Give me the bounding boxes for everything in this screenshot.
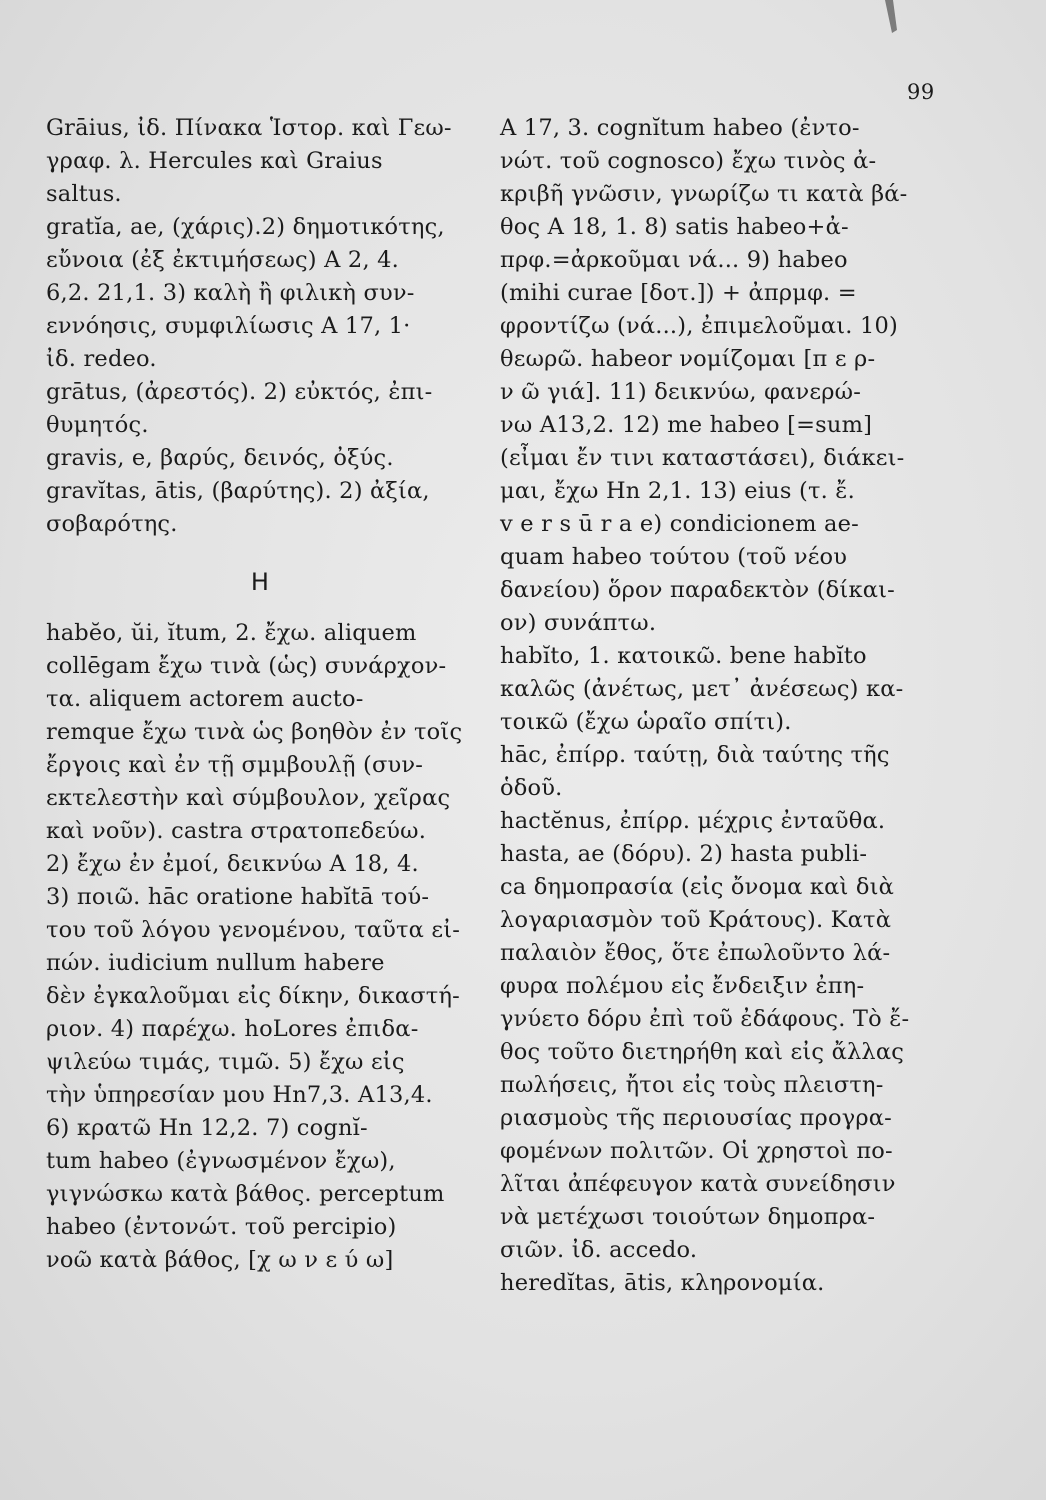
text-line: πωλήσεις, ἤτοι εἰς τοὺς πλειστη- [500, 1072, 884, 1098]
text-line: γιγνώσκω κατὰ βάθος. perceptum [46, 1181, 445, 1207]
text-line: (mihi curae [δοτ.]) + ἀπρμφ. = [500, 280, 857, 306]
text-line: ον) συνάπτω. [500, 610, 657, 636]
text-line: ὁδοῦ. [500, 775, 563, 801]
text-line: εκτελεστὴν καὶ σύμβουλον, χεῖρας [46, 785, 451, 811]
text-line: ἔργοις καὶ ἐν τῇ σμμβουλῇ (συν- [46, 752, 424, 778]
text-line: φροντίζω (νά...), ἐπιμελοῦμαι. 10) [500, 313, 898, 339]
text-line: παλαιὸν ἔθος, ὅτε ἐπωλοῦντο λά- [500, 940, 891, 966]
text-line: Grāius, ἰδ. Πίνακα Ἱστορ. καὶ Γεω- [46, 115, 452, 141]
section-letter: H [250, 568, 270, 596]
text-line: μαι, ἔχω Hn 2,1. 13) eius (τ. ἔ. [500, 478, 855, 504]
right-column [500, 112, 932, 1300]
text-line: θος τοῦτο διετηρήθη καὶ εἰς ἄλλας [500, 1039, 905, 1065]
text-line: φομένων πολιτῶν. Οἱ χρηστοὶ πο- [500, 1138, 893, 1164]
text-line: 6,2. 21,1. 3) καλὴ ἢ φιλικὴ συν- [46, 280, 415, 306]
text-line: tum habeo (ἐγνωσμένον ἔχω), [46, 1148, 396, 1174]
text-line: δὲν ἐγκαλοῦμαι εἰς δίκην, δικαστή- [46, 983, 460, 1009]
text-line: φυρα πολέμου εἰς ἔνδειξιν ἐπη- [500, 973, 865, 999]
text-line: πών. iudicium nullum habere [46, 950, 385, 976]
text-line: heredĭtas, ātis, κληρονομία. [500, 1270, 825, 1296]
text-line: γνύετο δόρυ ἐπὶ τοῦ ἐδάφους. Τὸ ἔ- [500, 1006, 910, 1032]
text-line: grātus, (ἀρεστός). 2) εὐκτός, ἐπι- [46, 379, 433, 405]
text-line: ριον. 4) παρέχω. hoLores ἐπιδα- [46, 1016, 419, 1042]
text-line: habĭto, 1. κατοικῶ. bene habĭto [500, 643, 867, 669]
text-line: καὶ νοῦν). castra στρατοπεδεύω. [46, 818, 427, 844]
text-line: hasta, ae (δόρυ). 2) hasta publi- [500, 841, 868, 867]
text-line: collēgam ἔχω τινὰ (ὡς) συνάρχον- [46, 653, 447, 679]
left-column [46, 112, 464, 1277]
text-line: τοικῶ (ἔχω ὡραῖο σπίτι). [500, 709, 792, 735]
text-line: 3) ποιῶ. hāc oratione habĭtā τού- [46, 884, 430, 910]
text-line: habĕo, ŭi, ĭtum, 2. ἔχω. aliquem [46, 620, 417, 646]
scan-mark [883, 0, 899, 34]
text-line: (εἶμαι ἔν τινι καταστάσει), διάκει- [500, 445, 905, 471]
text-line: θυμητός. [46, 412, 149, 438]
text-line: hāc, ἐπίρρ. ταύτῃ, διὰ ταύτης τῆς [500, 742, 890, 768]
text-line: πρφ.=ἀρκοῦμαι νά... 9) habeo [500, 247, 848, 273]
text-line: νώτ. τοῦ cognosco) ἔχω τινὸς ἀ- [500, 148, 877, 174]
text-line: κριβῆ γνῶσιν, γνωρίζω τι κατὰ βά- [500, 181, 908, 207]
text-line: λῖται ἀπέφευγον κατὰ συνείδησιν [500, 1171, 896, 1197]
text-line: ριασμοὺς τῆς περιουσίας προγρα- [500, 1105, 892, 1131]
text-line: νὰ μετέχωσι τοιούτων δημοπρα- [500, 1204, 876, 1230]
text-line: σοβαρότης. [46, 511, 178, 537]
text-line: σιῶν. ἰδ. accedo. [500, 1237, 698, 1263]
text-line: Α 17, 3. cognĭtum habeo (ἐντο- [500, 115, 860, 141]
text-line: v e r s ū r a e) condicionem ae- [500, 511, 859, 537]
text-line: ν ῶ γιά]. 11) δεικνύω, φανερώ- [500, 379, 861, 405]
text-line: saltus. [46, 181, 122, 207]
text-line: ἰδ. redeo. [46, 346, 157, 372]
text-line: γραφ. λ. Hercules καὶ Graius [46, 148, 383, 174]
text-line: quam habeo τούτου (τοῦ νέου [500, 544, 848, 570]
text-line: gratĭa, ae, (χάρις).2) δημοτικότης, [46, 214, 445, 240]
text-line: ψιλεύω τιμάς, τιμῶ. 5) ἔχω εἰς [46, 1049, 405, 1075]
text-line: 6) κρατῶ Hn 12,2. 7) cognĭ- [46, 1115, 368, 1141]
text-line: θος Α 18, 1. 8) satis habeo+ἀ- [500, 214, 849, 240]
text-line: νω Α13,2. 12) me habeo [=sum] [500, 412, 873, 438]
text-line: 2) ἔχω ἐν ἐμοί, δεικνύω Α 18, 4. [46, 851, 419, 877]
text-line: gravĭtas, ātis, (βαρύτης). 2) ἀξία, [46, 478, 430, 504]
text-line: δανείου) ὅρον παραδεκτὸν (δίκαι- [500, 577, 895, 603]
text-line: εὔνοια (ἐξ ἐκτιμήσεως) Α 2, 4. [46, 247, 400, 273]
text-line: hactĕnus, ἐπίρρ. μέχρις ἐνταῦθα. [500, 808, 886, 834]
left-column-entries-bottom [46, 617, 464, 1277]
text-line: τὴν ὑπηρεσίαν μου Hn7,3. A13,4. [46, 1082, 433, 1108]
text-line: εννόησις, συμφιλίωσις Α 17, 1· [46, 313, 411, 339]
text-line: λογαριασμὸν τοῦ Κράτους). Κατὰ [500, 907, 892, 933]
text-line: του τοῦ λόγου γενομένου, ταῦτα εἰ- [46, 917, 461, 943]
text-line: τα. aliquem actorem aucto- [46, 686, 364, 712]
text-line: καλῶς (ἀνέτως, μετ᾿ ἀνέσεως) κα- [500, 676, 904, 702]
left-column-entries-top [46, 112, 464, 541]
page-number: 99 [907, 80, 935, 104]
text-line: remque ἔχω τινὰ ὡς βοηθὸν ἐν τοῖς [46, 719, 463, 745]
text-line: habeo (ἐντονώτ. τοῦ percipio) [46, 1214, 397, 1240]
text-line: νοῶ κατὰ βάθος, [χ ω ν ε ύ ω] [46, 1247, 394, 1273]
text-line: θεωρῶ. habeor νομίζομαι [π ε ρ- [500, 346, 876, 372]
text-line: gravis, e, βαρύς, δεινός, ὀξύς. [46, 445, 394, 471]
text-line: ca δημοπρασία (εἰς ὄνομα καὶ διὰ [500, 874, 895, 900]
